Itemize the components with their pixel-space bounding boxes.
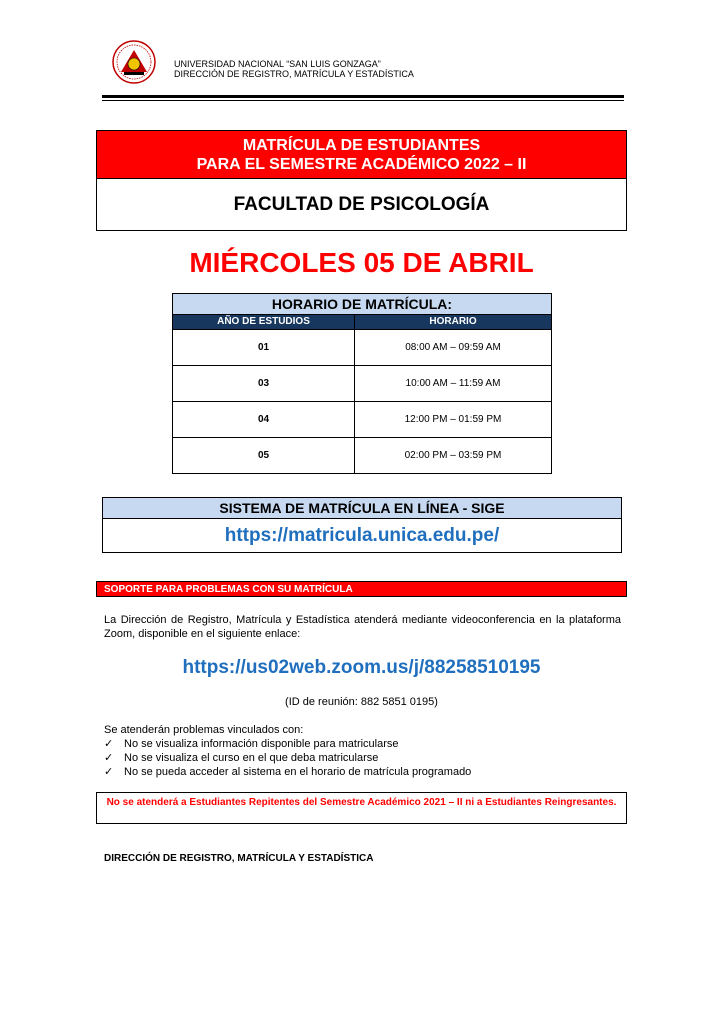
schedule-table [172,293,552,474]
title-line2: PARA EL SEMESTRE ACADÉMICO 2022 – II [196,156,527,173]
title-banner [97,131,626,178]
table-row [173,365,551,401]
list-item [104,751,378,765]
list-item-text: No se visualiza el curso en el que deba matricularse [124,752,379,764]
sige-box [102,497,622,553]
support-paragraph: La Dirección de Registro, Matrícula y Estadística atenderá mediante videoconferencia en la plataforma Zoom, disponible en el siguiente enlace: [104,614,621,640]
table-row [173,329,551,365]
row-year: 01 [173,330,355,365]
col-year-header: AÑO DE ESTUDIOS [173,315,355,329]
sige-link[interactable]: https://matricula.unica.edu.pe/ [224,525,500,546]
issues-intro: Se atenderán problemas vinculados con: [104,724,304,736]
header-rule-thin [102,100,624,101]
table-row [173,401,551,437]
row-year: 04 [173,402,355,437]
faculty-title: FACULTAD DE PSICOLOGÍA [97,178,626,230]
row-year: 05 [173,438,355,473]
header-rule [102,95,624,98]
row-time: 02:00 PM – 03:59 PM [404,450,502,461]
check-icon: ✓ [104,766,114,778]
col-time-header: HORARIO [429,316,477,327]
warning-notice: No se atenderá a Estudiantes Repitentes del Semestre Académico 2021 – II ni a Estudiantes Reingresantes. [96,792,627,824]
sige-title: SISTEMA DE MATRÍCULA EN LÍNEA - SIGE [103,498,621,519]
list-item [104,737,399,751]
row-time: 12:00 PM – 01:59 PM [404,414,502,425]
title-line1: MATRÍCULA DE ESTUDIANTES [242,137,481,154]
check-icon: ✓ [104,752,114,764]
check-icon: ✓ [104,738,114,750]
schedule-title: HORARIO DE MATRÍCULA: [173,294,551,315]
schedule-header [173,315,551,329]
row-time: 08:00 AM – 09:59 AM [405,342,501,353]
meeting-id: (ID de reunión: 882 5851 0195) [285,696,438,708]
support-banner: SOPORTE PARA PROBLEMAS CON SU MATRÍCULA [96,581,627,597]
row-year: 03 [173,366,355,401]
list-item [104,765,471,779]
table-row [173,437,551,473]
footer-signature: DIRECCIÓN DE REGISTRO, MATRÍCULA Y ESTADÍSTICA [104,853,374,864]
header-university: UNIVERSIDAD NACIONAL “SAN LUIS GONZAGA” [174,59,381,69]
header-office: DIRECCIÓN DE REGISTRO, MATRÍCULA Y ESTADÍSTICA [174,69,414,79]
zoom-link[interactable]: https://us02web.zoom.us/j/88258510195 [182,657,541,678]
list-item-text: No se visualiza información disponible para matricularse [124,738,399,750]
title-box [96,130,627,231]
university-seal-icon [112,40,156,84]
enrollment-date: MIÉRCOLES 05 DE ABRIL [189,247,534,278]
row-time: 10:00 AM – 11:59 AM [405,378,501,389]
list-item-text: No se pueda acceder al sistema en el horario de matrícula programado [124,766,472,778]
